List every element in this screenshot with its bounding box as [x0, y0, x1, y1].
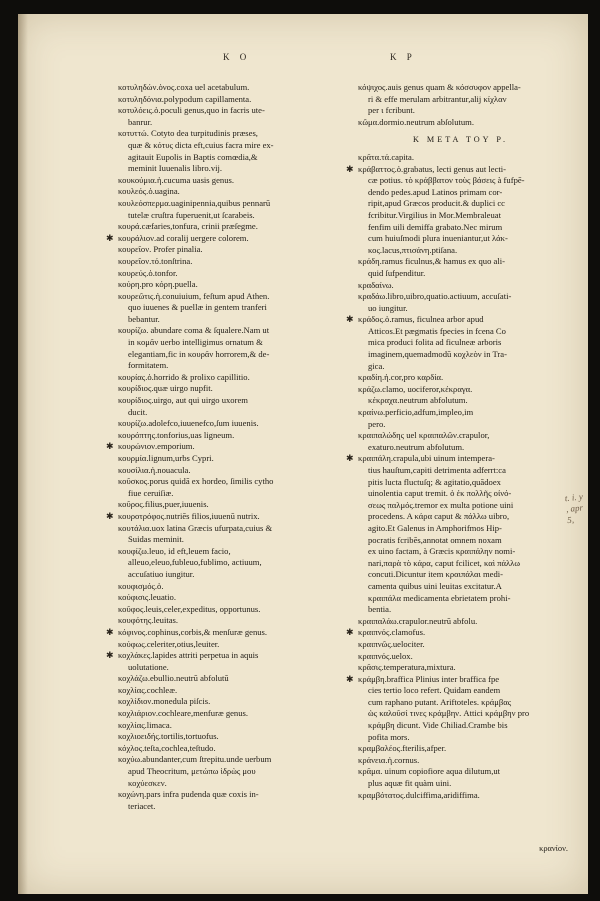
- entry-text: κοχλίας.limaca.: [118, 719, 172, 730]
- entry-text: plus aquæ fit quàm uini.: [368, 778, 452, 789]
- entry-line: [118, 302, 323, 314]
- entry-text: κρᾶσις.temperatura,mixtura.: [358, 662, 456, 673]
- entry-text: formitatem.: [128, 360, 169, 371]
- entry-text: κέκραχα.neutrum abfolutum.: [368, 395, 468, 406]
- entry-line: [358, 790, 563, 802]
- entry-text: κῶμα.dormio.neutrum abſolutum.: [358, 116, 475, 127]
- entry-text: κοτυττώ. Cotyto dea turpitudinis præses,: [118, 128, 258, 139]
- entry-line: [358, 256, 563, 268]
- entry-text: K META TOY P.: [412, 135, 509, 145]
- asterisk-marginal-mark: ✱: [106, 510, 114, 521]
- entry-line: [358, 546, 563, 558]
- left-column: [106, 82, 323, 812]
- entry-text: κουρίδιος.uirgo, aut qui uirgo uxorem: [118, 395, 248, 406]
- entry-text: agitauit Eupolis in Baptis comœdia,&: [128, 151, 258, 162]
- asterisk-marginal-mark: ✱: [346, 314, 354, 325]
- entry-text: tius hauſtum,capiti detrimenta adferrt:ca: [368, 465, 506, 475]
- entry-line: [118, 383, 323, 395]
- entry-text: κούφως.celeriter,otius,leuiter.: [118, 638, 220, 649]
- entry-line: [118, 453, 323, 465]
- entry-text: tutelæ cruſtra fuperuenit,ut ſcarabeis.: [128, 209, 255, 220]
- entry-text: apud Theocritum, μετώπω ἱδρὼς μου: [128, 766, 256, 777]
- entry-text: κουρά.cæfaries,tonfura, crinii præſegme.: [118, 221, 258, 232]
- entry-text: cies tertio loco refert. Quidam eandem: [368, 685, 501, 696]
- entry-text: κοῦφος.leuis,celer,expeditus, opportunus.: [118, 603, 261, 614]
- entry-line: [118, 696, 323, 708]
- entry-line: [358, 280, 563, 292]
- entry-line: [118, 685, 323, 697]
- entry-text: alleuo,eleuo,fubleuo,fublimo, actiuum,: [128, 557, 262, 568]
- entry-line: [118, 325, 323, 337]
- entry-line: [118, 337, 323, 349]
- entry-text: ri & effe merulam arbitrantur,alij κίχλαν: [368, 93, 507, 104]
- entry-line: [358, 407, 563, 419]
- entry-line: [118, 743, 323, 755]
- entry-line: [358, 303, 563, 315]
- entry-line: [118, 465, 323, 477]
- entry-line: [358, 558, 563, 570]
- entry-line: [346, 163, 563, 176]
- entry-line: [358, 384, 563, 396]
- entry-line: [358, 372, 563, 384]
- entry-text: κουλεός.ὁ.uagina.: [118, 186, 180, 197]
- catchword: κρανίον.: [539, 844, 568, 853]
- entry-text: κοῦρος.filius,puer,iuuenis.: [118, 499, 209, 510]
- entry-line: [118, 801, 323, 813]
- entry-text: imaginem,quemadmodū κοχλεὸν in Tra-: [368, 349, 507, 360]
- entry-text: concuti.Dicuntur item κραιπάλαι medi-: [368, 569, 504, 580]
- entry-line: [118, 140, 323, 152]
- entry-text: κουρίζω.adolefco,iuuenefco,ſum iuuenis.: [118, 418, 259, 429]
- entry-line: [358, 755, 563, 767]
- entry-line: [118, 418, 323, 430]
- entry-text: κουρμία.lignum,urbs Cypri.: [118, 453, 214, 463]
- entry-text: κούφισις.leuatio.: [118, 592, 176, 603]
- entry-text: uolutatione.: [128, 661, 169, 672]
- entry-line: [358, 500, 563, 512]
- section-heading: [358, 134, 563, 146]
- asterisk-marginal-mark: ✱: [346, 163, 354, 174]
- entry-text: κουφότης.leuitas.: [118, 615, 179, 626]
- entry-line: [118, 639, 323, 651]
- asterisk-marginal-mark: ✱: [106, 441, 114, 452]
- entry-text: κοχλάκες.lapides attriti perpetua in aquis: [118, 650, 259, 661]
- entry-line: [358, 430, 563, 442]
- entry-text: nari,παρὰ τὸ κάρα, caput fcilicet, καὶ πάλλω: [368, 557, 520, 568]
- entry-text: κράμβη dicunt. Vide Chiliad.Crambe bis: [368, 720, 508, 731]
- entry-text: meminit Iuuenalis libro.vij.: [128, 163, 223, 174]
- entry-line: [358, 94, 563, 106]
- entry-line: [358, 233, 563, 245]
- entry-line: [118, 523, 323, 535]
- entry-text: κουφισμός.ὁ.: [118, 580, 164, 591]
- entry-text: κοτυλόεις.ὁ.poculi genus,quo in facris ute-: [118, 105, 265, 116]
- entry-text: κοχλίας.cochleæ.: [118, 684, 178, 695]
- entry-line: [358, 569, 563, 581]
- entry-line: [118, 279, 323, 291]
- entry-text: in κομᾶν uerbo intelligimus ornatum &: [128, 337, 263, 348]
- entry-text: κουρόπτης.tonforius,uas ligneum.: [118, 429, 235, 440]
- entry-text: fiue ceruiſiæ.: [128, 487, 174, 498]
- entry-line: [346, 627, 563, 639]
- entry-text: κοῦσκος.porus quidā ex hordeo, ſimilis cytho: [118, 476, 274, 487]
- entry-text: bebantur.: [128, 313, 160, 324]
- entry-line: [118, 731, 323, 743]
- entry-line: [118, 488, 323, 500]
- entry-line: [358, 349, 563, 361]
- right-column: [346, 82, 563, 801]
- entry-text: ducit.: [128, 406, 148, 417]
- entry-text: exaturo.neutrum abfolutum.: [368, 441, 465, 452]
- entry-text: κοχύεσκεν.: [128, 777, 167, 788]
- entry-line: [358, 535, 563, 547]
- entry-text: κουρώνιον.emporium.: [118, 441, 195, 452]
- entry-text: banrur.: [128, 116, 153, 127]
- entry-text: κραιπάλη.crapula,ubi uinum intempera-: [358, 453, 495, 464]
- asterisk-marginal-mark: ✱: [106, 626, 114, 637]
- entry-text: κραιπάλα medicamenta ebrietatem prohi-: [368, 592, 511, 603]
- asterisk-marginal-mark: ✱: [346, 453, 354, 464]
- entry-line: [358, 105, 563, 117]
- entry-text: κραιπαλάω.crapulor.neutrū abfolu.: [358, 615, 478, 626]
- entry-line: [118, 105, 323, 117]
- entry-line: [118, 128, 323, 140]
- entry-line: [358, 616, 563, 628]
- entry-line: [118, 117, 323, 129]
- entry-line: [358, 697, 563, 709]
- entry-line: [358, 766, 563, 778]
- entry-line: [358, 395, 563, 407]
- entry-text: pitis lucta fluctuſq; & agitatio,quādoex: [368, 476, 501, 487]
- entry-text: κουρεῖον.τό.tonſtrina.: [118, 255, 193, 266]
- entry-line: [118, 569, 323, 581]
- entry-text: κραιπνός.clamofus.: [358, 627, 426, 638]
- entry-text: dendo pedes.apud Latinos primam cor-: [368, 186, 503, 197]
- entry-text: ex uino factam, à Græcis κραιπάλην nomi-: [368, 546, 516, 557]
- asterisk-marginal-mark: ✱: [106, 232, 114, 243]
- entry-line: [358, 523, 563, 535]
- entry-text: κραδαίνω.: [358, 279, 394, 290]
- entry-line: [118, 152, 323, 164]
- asterisk-marginal-mark: ✱: [106, 650, 114, 661]
- binding-shadow: [18, 14, 28, 894]
- entry-text: ripit,apud Græcos producit.& duplici cc: [368, 198, 505, 209]
- entry-line: [118, 778, 323, 790]
- entry-text: pofita mors.: [368, 731, 410, 742]
- entry-text: κούρη.pro κόρη.puella.: [118, 279, 198, 290]
- entry-text: κράνεια.ἡ.cornus.: [358, 754, 420, 765]
- entry-text: κοχύω.abundanter,cum ſtrepitu.unde uerbum: [118, 754, 272, 765]
- entry-line: [118, 499, 323, 511]
- entry-text: κραδάω.libro,uibro,quatio.actiuum, accuſati-: [358, 291, 512, 302]
- entry-text: κουρίζω. abundare coma & ſqualere.Nam ut: [118, 325, 270, 336]
- entry-text: κουρίδιος.quæ uirgo nupfit.: [118, 383, 213, 394]
- entry-text: quæ & κότυς dicta eft,cuius facra mire ex-: [128, 139, 274, 150]
- entry-line: [358, 708, 563, 720]
- entry-text: κοχώνη.pars infra pudenda quæ coxis in-: [118, 789, 259, 800]
- entry-line: [118, 221, 323, 233]
- entry-text: κραιπνός.uelox.: [358, 650, 413, 661]
- entry-line: [106, 510, 323, 523]
- entry-line: [106, 626, 323, 639]
- entry-text: fenfim uili demiffa grabato.Nec mirum: [368, 221, 503, 232]
- entry-text: κουρεύς.ὁ.tonfor.: [118, 267, 178, 278]
- entry-line: [358, 291, 563, 303]
- entry-line: [358, 245, 563, 257]
- entry-line: [358, 175, 563, 187]
- entry-line: [358, 198, 563, 210]
- entry-line: [118, 766, 323, 778]
- entry-text: Atticos.Et pægmatis fpecies in fcena Co: [368, 325, 506, 336]
- entry-line: [118, 615, 323, 627]
- entry-text: camenta quibus uini leuitas excitatur.A: [368, 580, 502, 591]
- entry-text: cæ potius. τὸ κράββατον τοὺς βάσεις à fufpē-: [368, 175, 525, 186]
- entry-text: κράδος.ὁ.ramus, ficulnea arbor apud: [358, 314, 484, 325]
- entry-text: mica produci folita ad ficulneæ arboris: [368, 337, 502, 348]
- entry-text: κράβαττος.ὁ.grabatus, lecti genus aut lecti-: [358, 163, 507, 174]
- entry-line: [358, 511, 563, 523]
- entry-line: [118, 546, 323, 558]
- entry-line: [118, 789, 323, 801]
- entry-line: [118, 407, 323, 419]
- entry-line: [118, 163, 323, 175]
- entry-text: gica.: [368, 360, 385, 371]
- entry-text: κουρίας.ὁ.horrido & prolixo capillitio.: [118, 371, 250, 382]
- entry-text: κοχλιάριον.cochleare,menfuræ genus.: [118, 708, 249, 719]
- entry-line: [118, 604, 323, 616]
- entry-line: [118, 662, 323, 674]
- entry-text: κόφινος.cophinus,corbis,& menſuræ genus.: [118, 626, 268, 637]
- entry-line: [358, 778, 563, 790]
- entry-line: [358, 442, 563, 454]
- entry-text: cum huiuſmodi plura inueniantur,ut λάκ-: [368, 233, 508, 244]
- entry-line: [106, 650, 323, 662]
- entry-text: κουλεόσπερμα.uaginipennia,quibus pennarū: [118, 197, 271, 208]
- entry-line: [358, 685, 563, 697]
- entry-line: [358, 361, 563, 373]
- entry-text: elegantiam,fic in κουρᾶν horrorem,& de-: [128, 348, 270, 359]
- entry-line: [346, 314, 563, 326]
- entry-text: Suidas meminit.: [128, 534, 184, 545]
- entry-text: κραίνω.perficio,adfum,impleo,im: [358, 407, 474, 418]
- entry-line: [118, 754, 323, 766]
- entry-text: κόχλος.teſta,cochlea,teſtudo.: [118, 742, 216, 753]
- entry-text: κουράλιον.ad coralij uergere colorem.: [118, 232, 249, 243]
- entry-text: κραιπαλώδης uel κραιπαλῶν.crapulor,: [358, 430, 490, 441]
- entry-text: uo iungitur.: [368, 302, 408, 313]
- entry-line: [358, 419, 563, 431]
- entry-line: [346, 673, 563, 686]
- entry-text: κοτυληδόνια.polypodum capillamenta.: [118, 93, 252, 104]
- entry-text: κρᾶμα. uinum copiofiore aqua dilutum,ut: [358, 766, 501, 777]
- entry-text: κραδίη.ἡ.cor,pro καρδία.: [358, 372, 444, 383]
- running-head-left: K O: [223, 52, 251, 62]
- entry-text: per ι fcribunt.: [368, 105, 415, 116]
- entry-line: [358, 82, 563, 94]
- entry-line: [118, 349, 323, 361]
- entry-line: [358, 268, 563, 280]
- entry-text: κράμβη.braffica Plinius inter braffica fpe: [358, 673, 500, 684]
- entry-line: [118, 314, 323, 326]
- entry-line: [358, 117, 563, 129]
- entry-text: κουρεῖον. Profer pinalia.: [118, 244, 203, 255]
- entry-text: quid ſufpenditur.: [368, 267, 426, 278]
- entry-text: κουκούμια.ἡ.cucuma uasis genus.: [118, 174, 235, 185]
- entry-text: procedens. A κάρα caput & πάλλω uibro,: [368, 511, 510, 522]
- entry-text: κραμβότατος.dulciffima,aridiffima.: [358, 789, 480, 800]
- entry-line: [358, 152, 563, 164]
- entry-text: accuſatiuo iungitur.: [128, 568, 195, 579]
- entry-line: [358, 488, 563, 500]
- entry-line: [118, 592, 323, 604]
- entry-line: [118, 372, 323, 384]
- entry-line: [358, 651, 563, 663]
- entry-line: [358, 720, 563, 732]
- entry-line: [118, 360, 323, 372]
- entry-text: quo iuuenes & puellæ in gentem tranferi: [128, 302, 267, 313]
- entry-line: [118, 210, 323, 222]
- entry-line: [346, 453, 563, 465]
- entry-text: agito.Et Galenus in Amphorifmos Hip-: [368, 522, 502, 533]
- entry-line: [118, 244, 323, 256]
- entry-text: cum raphano putant. Ariftoteles. κράμβας: [368, 696, 512, 707]
- entry-line: [358, 465, 563, 477]
- entry-line: [118, 186, 323, 198]
- entry-line: [118, 291, 323, 303]
- entry-text: uinolentia caput tremit. ὁ ἐκ πολλῆς οἰνό-: [368, 488, 512, 499]
- entry-line: [106, 232, 323, 245]
- entry-text: teriacet.: [128, 800, 156, 811]
- entry-line: [358, 743, 563, 755]
- handwritten-margin-note: t. i. y , apr 5,: [564, 491, 584, 526]
- entry-line: [118, 175, 323, 187]
- entry-text: κράζω.clamo, uociferor,κέκραγα.: [358, 383, 473, 394]
- entry-line: [118, 557, 323, 569]
- entry-text: κος.lacus,πτισάνη.ptiſana.: [368, 244, 458, 255]
- entry-line: [118, 94, 323, 106]
- entry-text: pocratis fcribēs,annotat omnem noxam: [368, 534, 502, 545]
- entry-text: κοχλάζω.ebullio.neutrū abfolutū: [118, 673, 229, 684]
- entry-text: κράδη.ramus ficulnus,& hamus ex quo ali-: [358, 256, 505, 267]
- entry-line: [358, 639, 563, 651]
- entry-line: [118, 720, 323, 732]
- entry-line: [118, 256, 323, 268]
- entry-text: κουφίζω.leuo, id eft,leuem facio,: [118, 545, 231, 556]
- asterisk-marginal-mark: ✱: [346, 673, 354, 684]
- entry-line: [358, 477, 563, 489]
- entry-line: [118, 476, 323, 488]
- entry-line: [118, 534, 323, 546]
- entry-line: [118, 395, 323, 407]
- entry-text: κραιπνῶς.uelociter.: [358, 638, 425, 649]
- entry-line: [106, 441, 323, 453]
- entry-text: ὡς καλοῦσί τινες κράμβην. Attici κράμβην pro: [368, 708, 530, 719]
- entry-line: [118, 268, 323, 280]
- entry-line: [118, 82, 323, 94]
- entry-line: [118, 430, 323, 442]
- entry-line: [118, 673, 323, 685]
- entry-line: [358, 604, 563, 616]
- entry-line: [118, 198, 323, 210]
- entry-text: κουρεῶτις.ἡ.conuiuium, feſtum apud Athen.: [118, 290, 270, 301]
- entry-text: κοχλίδιον.monedula piſcis.: [118, 696, 211, 707]
- running-head-right: K P: [390, 52, 416, 62]
- entry-line: [358, 210, 563, 222]
- entry-line: [358, 732, 563, 744]
- entry-line: [358, 326, 563, 338]
- entry-line: [358, 662, 563, 674]
- entry-line: [358, 187, 563, 199]
- entry-text: κρᾶτα.τά.capita.: [358, 151, 414, 162]
- entry-text: κουτάλια.uox latina Græcis ufurpata,cuius &: [118, 522, 273, 533]
- entry-line: [358, 337, 563, 349]
- entry-text: pero.: [368, 418, 386, 429]
- entry-line: [358, 581, 563, 593]
- entry-line: [118, 581, 323, 593]
- entry-line: [358, 593, 563, 605]
- entry-text: κόψιχος.auis genus quam & κόσσυφον appella-: [358, 82, 521, 92]
- asterisk-marginal-mark: ✱: [346, 627, 354, 638]
- entry-text: κουροτρόφος.nutriēs filios,iuuenū nutrix.: [118, 510, 260, 521]
- entry-line: [358, 222, 563, 234]
- entry-text: κοτυληδών.ὁνος.coxa uel acetabulum.: [118, 82, 250, 92]
- entry-text: κοχλιοειδής.tortilis,tortuofus.: [118, 731, 219, 742]
- entry-text: σεως παλμός.tremor ex multa potione uini: [368, 499, 514, 510]
- entry-text: κουσίλια.ἡ.nouacula.: [118, 464, 191, 475]
- entry-line: [118, 708, 323, 720]
- entry-text: κραμβαλέος.fterilis,afper.: [358, 743, 447, 754]
- entry-text: bentia.: [368, 604, 392, 615]
- entry-text: fcribitur.Virgilius in Mor.Membraleuat: [368, 209, 501, 220]
- book-page: [18, 14, 588, 894]
